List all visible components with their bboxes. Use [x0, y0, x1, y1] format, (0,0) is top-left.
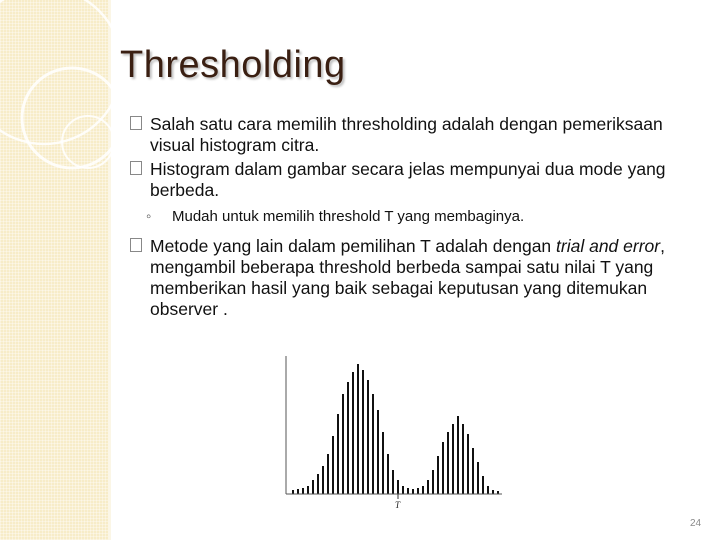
bullet-list [130, 114, 710, 323]
histogram-bar [357, 364, 359, 494]
histogram-bar [362, 370, 364, 494]
histogram-bar [367, 380, 369, 494]
sub-bullet-item [130, 207, 710, 227]
histogram-bar [407, 488, 409, 494]
bullet-box-icon [130, 116, 142, 130]
histogram-bar [492, 490, 494, 494]
histogram-bar [297, 489, 299, 494]
histogram-bar [337, 414, 339, 494]
histogram-bar [372, 394, 374, 494]
histogram-bar [317, 474, 319, 494]
histogram-bar [487, 486, 489, 494]
histogram-bar [387, 454, 389, 494]
histogram-bar [452, 424, 454, 494]
bimodal-histogram-figure [272, 352, 512, 512]
slide-title: Thresholding [120, 44, 346, 86]
bullet-item [130, 159, 710, 201]
bullet-text: Histogram dalam gambar secara jelas mempunyai dua mode yang berbeda. [150, 159, 666, 200]
bullet-text-part: Metode yang lain dalam pemilihan T adalah dengan [150, 236, 557, 256]
bullet-text: Salah satu cara memilih thresholding adalah dengan pemeriksaan visual histogram citra. [150, 114, 663, 155]
page-number: 24 [690, 518, 702, 529]
histogram-bar [312, 480, 314, 494]
histogram-bar [327, 454, 329, 494]
histogram-bar [447, 432, 449, 494]
histogram-bar [412, 489, 414, 494]
histogram-bars [292, 364, 499, 494]
bullet-text-part: , mengambil beberapa threshold berbeda sampai satu nilai T yang memberikan hasil yang baik sebagai keputusan yang ditemukan observer . [150, 236, 665, 319]
histogram-bar [382, 432, 384, 494]
histogram-bar [402, 486, 404, 494]
histogram-bar [437, 456, 439, 494]
histogram-bar [292, 490, 294, 494]
histogram-bar [332, 436, 334, 494]
histogram-bar [457, 416, 459, 494]
histogram-bar [427, 480, 429, 494]
histogram-bar [432, 470, 434, 494]
histogram-bar [477, 462, 479, 494]
histogram-bar [322, 466, 324, 494]
histogram-bar [377, 410, 379, 494]
bullet-item [130, 114, 710, 156]
histogram-bar [397, 480, 399, 494]
histogram-bar [392, 470, 394, 494]
histogram-bar [422, 486, 424, 494]
sub-bullet-text: Mudah untuk memilih threshold T yang membaginya. [172, 208, 525, 225]
ring-bullet-icon: ◦ [146, 208, 152, 225]
histogram-bar [417, 488, 419, 494]
histogram-bar [307, 486, 309, 494]
histogram-bar [342, 394, 344, 494]
histogram-bar [352, 372, 354, 494]
histogram-bar [442, 442, 444, 494]
histogram-bar [472, 448, 474, 494]
histogram-bar [482, 476, 484, 494]
bullet-item [130, 236, 710, 320]
bullet-italic-text: trial and error [556, 236, 661, 256]
histogram-bar [462, 424, 464, 494]
bullet-box-icon [130, 161, 142, 175]
bullet-box-icon [130, 238, 142, 252]
histogram-bar [467, 434, 469, 494]
histogram-bar [302, 488, 304, 494]
threshold-label: T [395, 500, 401, 510]
histogram-bar [347, 382, 349, 494]
